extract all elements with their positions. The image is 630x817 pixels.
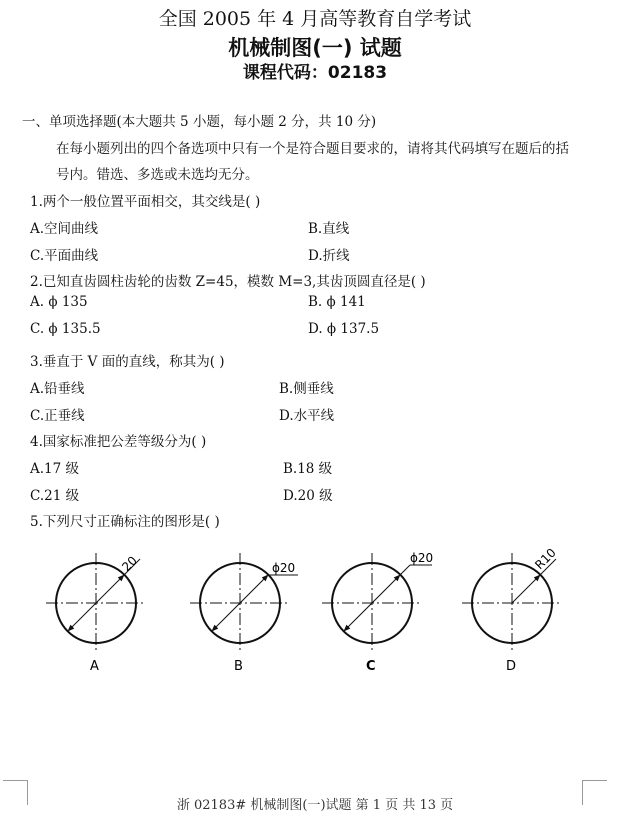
question-3-stem: 3.垂直于 V 面的直线，称其为( ) [30,354,225,370]
question-1-option-c: C.平面曲线 [30,248,99,264]
course-code: 课程代码：02183 [242,63,388,83]
page-footer: 浙 02183# 机械制图(一)试题 第 1 页 共 13 页 [176,798,454,813]
figure-a [46,553,146,674]
figure-b-dimension: ϕ20 [272,561,296,575]
figure-d-label: D [506,659,517,674]
instruction-line-2: 号内。错选、多选或未选均无分。 [56,167,259,183]
figure-c-dimension: ϕ20 [410,551,434,565]
question-1-stem: 1.两个一般位置平面相交，其交线是( ) [30,194,261,210]
section-heading: 一、单项选择题(本大题共 5 小题，每小题 2 分，共 10 分) [22,114,377,130]
figure-b-label: B [234,659,243,674]
figure-a-dimension: 20 [119,553,140,575]
question-2-option-a: A. ϕ 135 [30,294,88,310]
question-1-option-b: B.直线 [308,221,350,237]
question-3-option-a: A.铅垂线 [30,381,85,397]
question-4-option-d: D.20 级 [283,488,333,504]
question-1-option-d: D.折线 [308,248,350,264]
dimensioning-figures [0,540,630,690]
question-3-option-c: C.正垂线 [30,408,85,424]
figure-b [190,553,298,674]
question-2-option-b: B. ϕ 141 [308,294,366,310]
question-1-option-a: A.空间曲线 [30,221,99,237]
figure-a-label: A [90,659,99,674]
question-4-stem: 4.国家标准把公差等级分为( ) [30,434,207,450]
figure-d-dimension: R10 [532,545,559,573]
question-5-stem: 5.下列尺寸正确标注的图形是( ) [30,514,220,530]
question-2-stem: 2.已知直齿圆柱齿轮的齿数 Z=45，模数 M=3,其齿顶圆直径是( ) [30,274,426,290]
instruction-line-1: 在每小题列出的四个备选项中只有一个是符合题目要求的，请将其代码填写在题后的括 [56,141,569,157]
exam-title: 全国 2005 年 4 月高等教育自学考试 [158,8,472,30]
figure-c-label: C [366,659,376,674]
question-2-option-d: D. ϕ 137.5 [308,321,380,337]
question-3-option-d: D.水平线 [279,408,335,424]
question-4-option-c: C.21 级 [30,488,80,504]
question-3-option-b: B.侧垂线 [279,381,334,397]
figure-c [322,551,433,674]
question-4-option-a: A.17 级 [30,461,80,477]
subject-title: 机械制图(一) 试题 [228,36,402,60]
question-4-option-b: B.18 级 [283,461,333,477]
figure-d [462,546,562,674]
question-2-option-c: C. ϕ 135.5 [30,321,101,337]
